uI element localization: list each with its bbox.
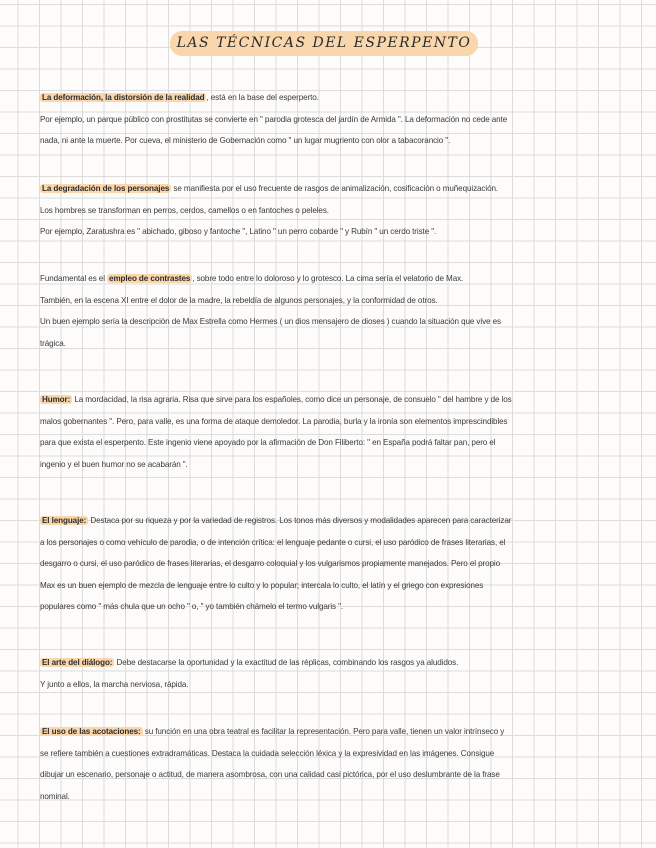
highlight-term: La deformación, la distorsión de la realidad [42,93,205,102]
line-text: su función en una obra teatral es facilitar la representación. Pero para valle, tienen un valor intrínseco y [142,727,505,736]
section-humor [40,389,615,475]
line-text: dibujar un escenario, personaje o actitud, de manera asombrosa, con una calidad casi pictórica, por el uso deslumbrante de la frase [40,770,500,779]
text-line [40,652,615,674]
line-text: nada, ni ante la muerte. Por cueva, el ministerio de Gobernación como " un lugar mugriento con olor a tabacorancio ". [40,136,451,145]
text-line [40,130,615,152]
text-line [40,268,615,290]
line-text: Max es un buen ejemplo de mezcla de lenguaje entre lo culto y lo popular; intercala lo culto, el latín y el griego con expresiones [40,580,484,590]
section-contrastes [40,268,615,354]
line-text: Los hombres se transforman en perros, cerdos, camellos o en fantoches o peleles. [40,205,329,215]
text-line [40,333,615,355]
text-line [40,290,615,312]
highlight-term: empleo de contrastes [109,274,191,283]
text-line [40,311,615,333]
line-text: Por ejemplo, un parque público con prostitutas se convierte en " parodia grotesca del jardín de Armida ". La deformación no cede ante [40,114,508,124]
text-line [40,743,615,765]
line-text: La mordacidad, la risa agraria. Risa que sirve para los españoles, como dice un personaje, de consuelo " del hambre y de los [72,395,512,404]
line-text: Fundamental es el [40,274,108,283]
line-text: , está en la base del esperperto. [206,93,319,102]
text-line [40,674,615,696]
line-text: a los personajes o como vehículo de parodia, o de intención crítica: el lenguaje pedante o cursi, el uso paródico de frases literarias, el [40,537,506,547]
text-line [40,389,615,411]
text-line [40,178,615,200]
text-line [40,109,615,131]
section-deformacion [40,87,615,152]
text-line [40,532,615,554]
text-line [40,575,615,597]
highlight-term: Humor: [42,395,71,404]
line-text: populares como " más chula que un ocho " o, " yo también chámelo el termo vulgaris ". [40,602,344,611]
text-line [40,786,615,808]
text-line [40,596,615,618]
text-line [40,432,615,454]
text-line [40,553,615,575]
page-title: LAS TÉCNICAS DEL ESPERPENTO [170,31,478,56]
line-text: nominal. [40,791,70,801]
line-text: También, en la escena XI entre el dolor de la madre, la rebeldía de algunos personajes, y la conformidad de otros. [40,295,438,305]
section-acotaciones [40,721,615,807]
highlight-term: El uso de las acotaciones: [42,727,141,736]
highlight-term: La degradación de los personajes [42,184,170,193]
line-text: , sobre todo entre lo doloroso y lo grotesco. La cima sería el velatorio de Max. [192,274,464,283]
line-text: ingenio y el buen humor no se acabarán ". [40,459,188,469]
line-text: Un buen ejemplo sería la descripción de Max Estrella como Hermes ( un dios mensajero de dioses ) cuando la situación que vive es [40,317,501,326]
line-text: Por ejemplo, Zaratushra es " abichado, giboso y fantoche ", Latino " un perro cobarde " y Rubín " un cerdo triste ". [40,227,437,236]
text-line [40,200,615,222]
text-line [40,87,615,109]
line-text: Y junto a ellos, la marcha nerviosa, rápida. [40,679,189,689]
text-line [40,454,615,476]
highlight-term: El arte del diálogo: [42,658,113,667]
line-text: malos gobernantes ". Pero, para valle, es una forma de ataque demoledor. La parodia, burla y la ironía son elementos imprescindibles [40,416,508,426]
text-line [40,721,615,743]
line-text: desgarro o cursi, el uso paródico de frases literarias, el desgarro coloquial y los vulgarismos propiamente manejados. Pero el propio [40,559,500,568]
text-line [40,221,615,243]
section-dialogo [40,652,615,695]
line-text: trágica. [40,338,66,348]
line-text: Destaca por su riqueza y por la variedad de registros. Los tonos más diversos y modalidades aparecen para caracterizar [88,516,512,525]
line-text: Debe destacarse la oportunidad y la exactitud de las réplicas, combinando los rasgos ya aludidos. [114,658,459,667]
line-text: se refiere también a cuestiones extradramáticas. Destaca la cuidada selección léxica y la expresividad en las imágenes. Consigue [40,748,495,758]
text-line [40,411,615,433]
text-line [40,510,615,532]
section-degradacion [40,178,615,243]
line-text: para que exista el esperpento. Este ingenio viene apoyado por la afirmación de Don Filiberto: " en España podrá faltar pan, pero el [40,438,496,447]
line-text: se manifiesta por el uso frecuente de rasgos de animalización, cosificación o muñequización. [171,184,499,193]
text-line [40,764,615,786]
highlight-term: El lenguaje: [42,516,87,525]
section-lenguaje [40,510,615,618]
